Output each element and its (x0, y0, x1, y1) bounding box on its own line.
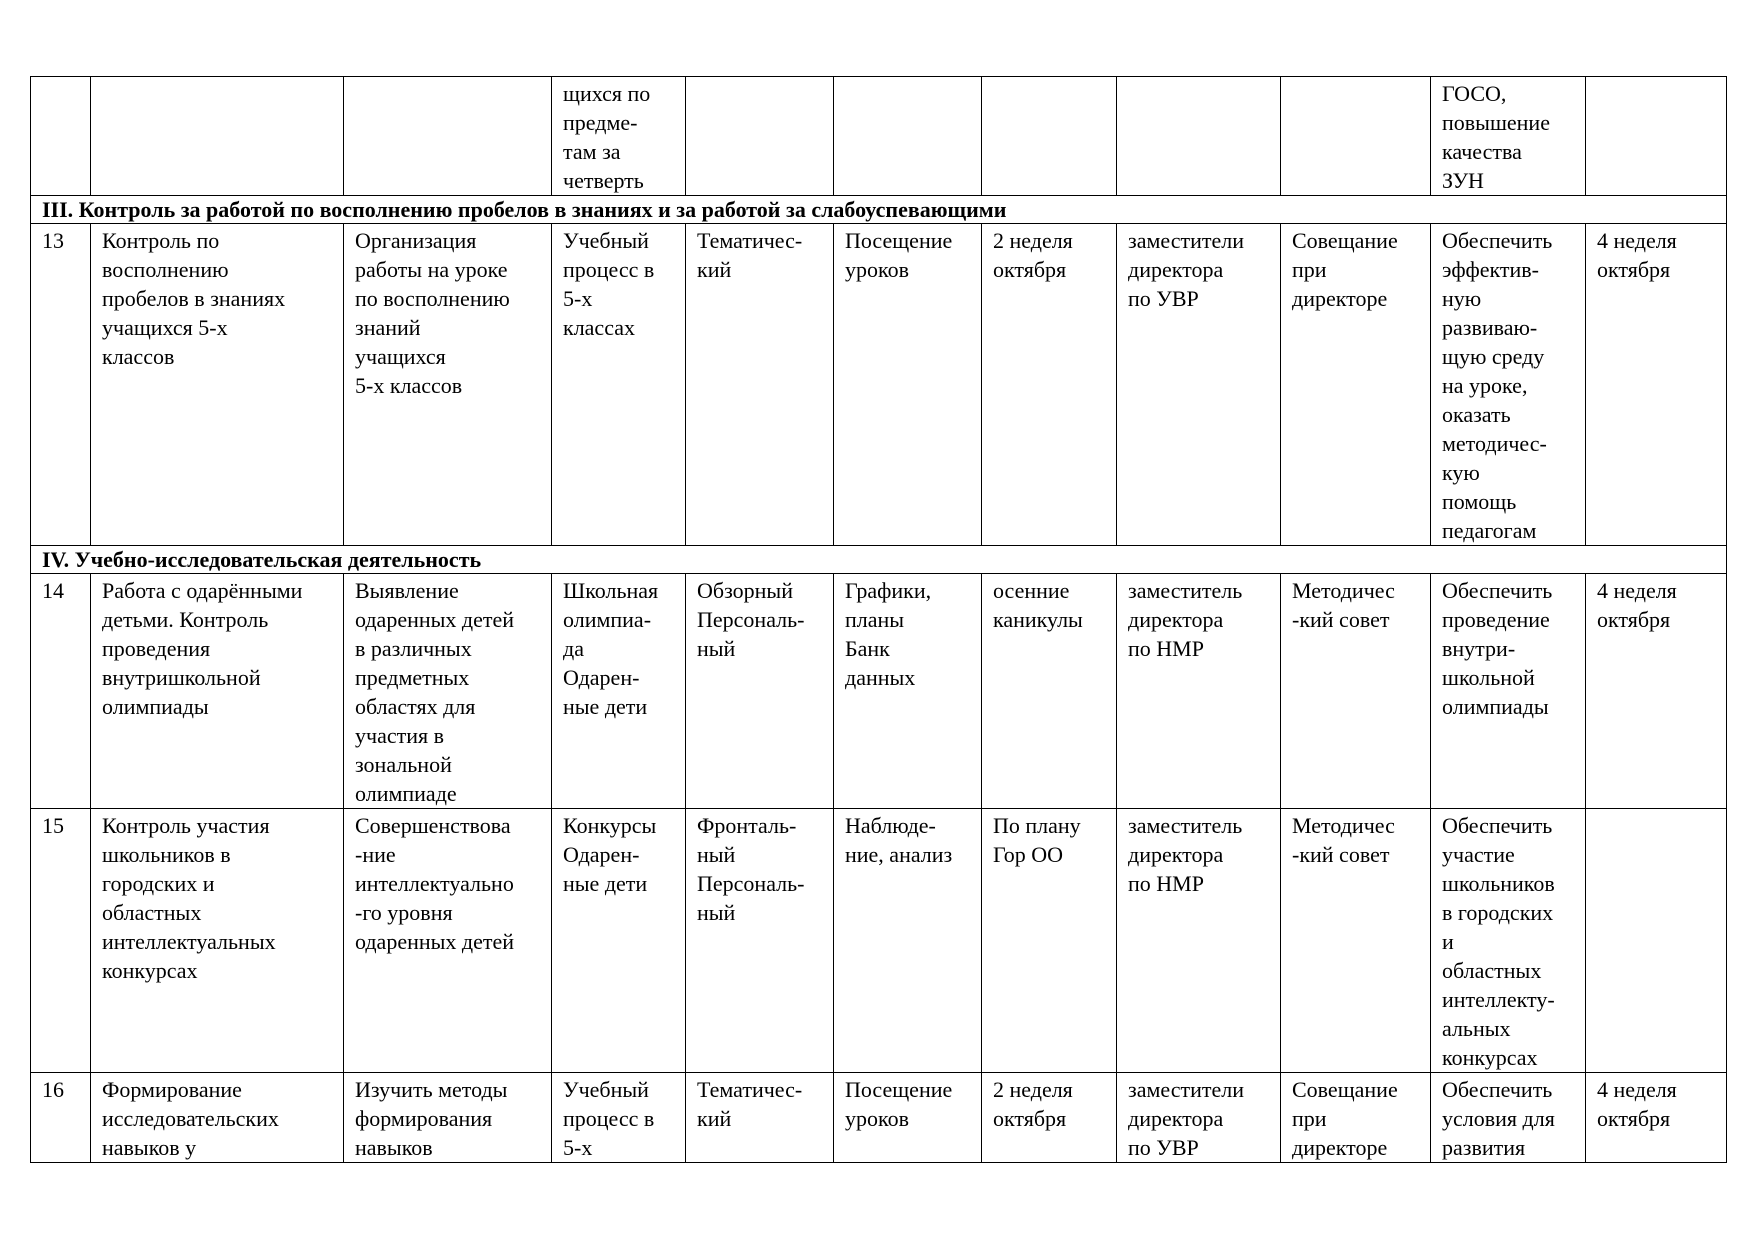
cell-period (982, 77, 1117, 196)
cell-number: 13 (31, 224, 91, 546)
cell-control-method: Наблюде- ние, анализ (834, 809, 982, 1073)
section-heading-row (31, 196, 1727, 224)
cell-review-place (1281, 77, 1431, 196)
cell-management-decision: Обеспечить проведение внутри- школьной олимпиады (1431, 574, 1586, 809)
cell-control-method: Посещение уроков (834, 1073, 982, 1163)
cell-control-goal: Изучить методы формирования навыков (344, 1073, 552, 1163)
cell-control-object: Работа с одарёнными детьми. Контроль проведения внутришкольной олимпиады (91, 574, 344, 809)
cell-period: По плану Гор ОО (982, 809, 1117, 1073)
cell-control-object (91, 77, 344, 196)
cell-control-method: Графики, планы Банк данных (834, 574, 982, 809)
cell-period: осенние каникулы (982, 574, 1117, 809)
cell-control-goal: Организация работы на уроке по восполнению знаний учащихся 5-х классов (344, 224, 552, 546)
section-heading-row (31, 546, 1727, 574)
table-row-continuation (31, 77, 1727, 196)
cell-review-place: Совещание при директоре (1281, 224, 1431, 546)
cell-control-goal: Совершенствова -ние интеллектуально -го уровня одаренных детей (344, 809, 552, 1073)
cell-control-goal: Выявление одаренных детей в различных предметных областях для участия в зональной олимпиаде (344, 574, 552, 809)
cell-recheck: 4 неделя октября (1586, 224, 1727, 546)
cell-number (31, 77, 91, 196)
cell-control-object: Формирование исследовательских навыков у (91, 1073, 344, 1163)
cell-management-decision: ГОСО, повышение качества ЗУН (1431, 77, 1586, 196)
cell-control-object: Контроль участия школьников в городских и областных интеллектуальных конкурсах (91, 809, 344, 1073)
cell-period: 2 неделя октября (982, 1073, 1117, 1163)
table-row (31, 574, 1727, 809)
cell-control-method (834, 77, 982, 196)
cell-responsible (1117, 77, 1281, 196)
cell-number: 14 (31, 574, 91, 809)
section-title: III. Контроль за работой по восполнению пробелов в знаниях и за работой за слабоуспевающими (31, 196, 1727, 224)
table-row (31, 224, 1727, 546)
cell-management-decision: Обеспечить эффектив- ную развиваю- щую среду на уроке, оказать методичес- кую помощь педагогам (1431, 224, 1586, 546)
cell-management-decision: Обеспечить условия для развития (1431, 1073, 1586, 1163)
cell-control-subject: Конкурсы Одарен- ные дети (552, 809, 686, 1073)
cell-review-place: Методичес -кий совет (1281, 809, 1431, 1073)
cell-responsible: заместители директора по УВР (1117, 1073, 1281, 1163)
cell-control-subject: Школьная олимпиа- да Одарен- ные дети (552, 574, 686, 809)
cell-control-object: Контроль по восполнению пробелов в знаниях учащихся 5-х классов (91, 224, 344, 546)
cell-control-goal (344, 77, 552, 196)
cell-responsible: заместитель директора по НМР (1117, 809, 1281, 1073)
cell-control-subject: Учебный процесс в 5-х (552, 1073, 686, 1163)
cell-recheck: 4 неделя октября (1586, 574, 1727, 809)
cell-control-type: Тематичес- кий (686, 224, 834, 546)
table-row (31, 1073, 1727, 1163)
section-title: IV. Учебно-исследовательская деятельность (31, 546, 1727, 574)
cell-control-method: Посещение уроков (834, 224, 982, 546)
control-plan-table (30, 76, 1727, 1163)
cell-recheck (1586, 809, 1727, 1073)
cell-responsible: заместитель директора по НМР (1117, 574, 1281, 809)
cell-number: 15 (31, 809, 91, 1073)
cell-management-decision: Обеспечить участие школьников в городских и областных интеллекту- альных конкурсах (1431, 809, 1586, 1073)
cell-control-type: Фронталь- ный Персональ- ный (686, 809, 834, 1073)
cell-control-type (686, 77, 834, 196)
cell-control-subject: Учебный процесс в 5-х классах (552, 224, 686, 546)
table-row (31, 809, 1727, 1073)
cell-review-place: Методичес -кий совет (1281, 574, 1431, 809)
cell-control-type: Обзорный Персональ- ный (686, 574, 834, 809)
cell-number: 16 (31, 1073, 91, 1163)
cell-control-subject: щихся по предме- там за четверть (552, 77, 686, 196)
cell-period: 2 неделя октября (982, 224, 1117, 546)
cell-review-place: Совещание при директоре (1281, 1073, 1431, 1163)
cell-recheck: 4 неделя октября (1586, 1073, 1727, 1163)
cell-recheck (1586, 77, 1727, 196)
cell-responsible: заместители директора по УВР (1117, 224, 1281, 546)
cell-control-type: Тематичес- кий (686, 1073, 834, 1163)
